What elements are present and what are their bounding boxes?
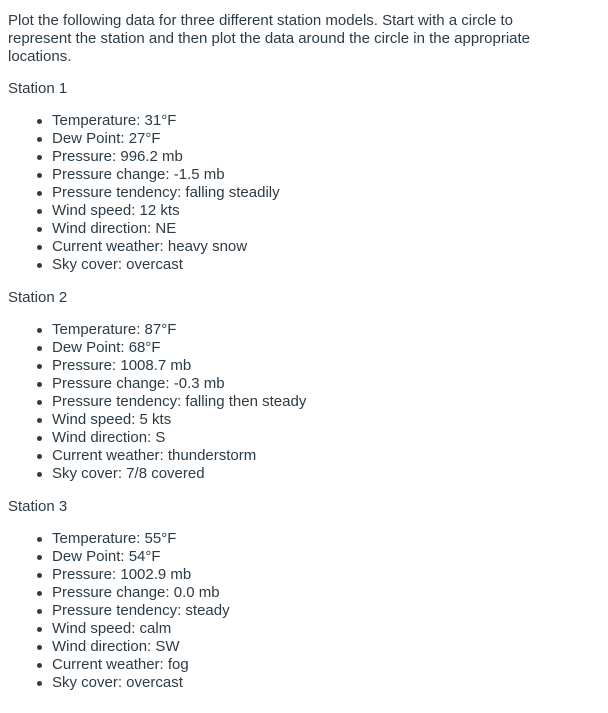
- bullet-icon: [37, 627, 42, 632]
- list-item: [36, 674, 600, 692]
- station-title: Station 3: [8, 498, 68, 515]
- list-item-text: Pressure: 1008.7 mb: [52, 357, 192, 374]
- bullet-icon: [37, 245, 42, 250]
- bullet-icon: [37, 364, 42, 369]
- bullet-icon: [37, 591, 42, 596]
- list-item: [36, 447, 600, 465]
- list-item-text: Temperature: 55°F: [52, 530, 177, 547]
- list-item-text: Pressure: 996.2 mb: [52, 148, 183, 165]
- bullet-icon: [37, 155, 42, 160]
- list-item: [36, 638, 600, 656]
- bullet-icon: [37, 681, 42, 686]
- list-item-text: Wind speed: calm: [52, 620, 172, 637]
- list-item: [36, 220, 600, 238]
- station-data-list: [8, 530, 600, 692]
- list-item: [36, 530, 600, 548]
- list-item-text: Wind direction: NE: [52, 220, 177, 237]
- list-item: [36, 584, 600, 602]
- list-item-text: Sky cover: overcast: [52, 674, 183, 691]
- list-item-text: Temperature: 87°F: [52, 321, 177, 338]
- list-item: [36, 602, 600, 620]
- list-item-text: Pressure change: 0.0 mb: [52, 584, 220, 601]
- station-section-2: [8, 289, 600, 483]
- bullet-icon: [37, 400, 42, 405]
- bullet-icon: [37, 436, 42, 441]
- bullet-icon: [37, 418, 42, 423]
- list-item: [36, 112, 600, 130]
- bullet-icon: [37, 454, 42, 459]
- list-item: [36, 202, 600, 220]
- station-data-list: [8, 112, 600, 274]
- list-item-text: Wind speed: 5 kts: [52, 411, 172, 428]
- bullet-icon: [37, 645, 42, 650]
- station-section-1: [8, 80, 600, 274]
- list-item: [36, 184, 600, 202]
- list-item-text: Pressure change: -0.3 mb: [52, 375, 225, 392]
- bullet-icon: [37, 555, 42, 560]
- bullet-icon: [37, 119, 42, 124]
- list-item-text: Current weather: heavy snow: [52, 238, 248, 255]
- bullet-icon: [37, 328, 42, 333]
- bullet-icon: [37, 263, 42, 268]
- list-item: [36, 148, 600, 166]
- bullet-icon: [37, 191, 42, 196]
- list-item: [36, 548, 600, 566]
- list-item-text: Wind direction: S: [52, 429, 166, 446]
- station-data-list: [8, 321, 600, 483]
- list-item: [36, 429, 600, 447]
- list-item: [36, 465, 600, 483]
- station-section-3: [8, 498, 600, 692]
- list-item-text: Pressure tendency: steady: [52, 602, 230, 619]
- list-item: [36, 620, 600, 638]
- list-item-text: Pressure tendency: falling then steady: [52, 393, 307, 410]
- instructions-paragraph: Plot the following data for three different station models. Start with a circle to represent the station and then plot the data around the circle in the appropriate locations.: [8, 12, 531, 65]
- list-item-text: Pressure change: -1.5 mb: [52, 166, 225, 183]
- bullet-icon: [37, 137, 42, 142]
- list-item: [36, 375, 600, 393]
- list-item: [36, 656, 600, 674]
- list-item: [36, 321, 600, 339]
- list-item: [36, 130, 600, 148]
- list-item-text: Current weather: fog: [52, 656, 189, 673]
- list-item-text: Dew Point: 54°F: [52, 548, 161, 565]
- bullet-icon: [37, 573, 42, 578]
- station-title: Station 1: [8, 80, 68, 97]
- list-item-text: Dew Point: 68°F: [52, 339, 161, 356]
- list-item: [36, 357, 600, 375]
- list-item: [36, 166, 600, 184]
- list-item-text: Wind speed: 12 kts: [52, 202, 180, 219]
- list-item-text: Wind direction: SW: [52, 638, 180, 655]
- bullet-icon: [37, 346, 42, 351]
- list-item-text: Pressure tendency: falling steadily: [52, 184, 280, 201]
- list-item-text: Current weather: thunderstorm: [52, 447, 257, 464]
- bullet-icon: [37, 227, 42, 232]
- bullet-icon: [37, 209, 42, 214]
- list-item-text: Dew Point: 27°F: [52, 130, 161, 147]
- bullet-icon: [37, 382, 42, 387]
- list-item-text: Sky cover: overcast: [52, 256, 183, 273]
- bullet-icon: [37, 537, 42, 542]
- bullet-icon: [37, 663, 42, 668]
- station-title: Station 2: [8, 289, 68, 306]
- list-item-text: Temperature: 31°F: [52, 112, 177, 129]
- list-item: [36, 256, 600, 274]
- list-item: [36, 393, 600, 411]
- list-item: [36, 339, 600, 357]
- list-item: [36, 411, 600, 429]
- list-item: [36, 238, 600, 256]
- bullet-icon: [37, 609, 42, 614]
- bullet-icon: [37, 173, 42, 178]
- list-item-text: Pressure: 1002.9 mb: [52, 566, 192, 583]
- list-item: [36, 566, 600, 584]
- bullet-icon: [37, 472, 42, 477]
- list-item-text: Sky cover: 7/8 covered: [52, 465, 205, 482]
